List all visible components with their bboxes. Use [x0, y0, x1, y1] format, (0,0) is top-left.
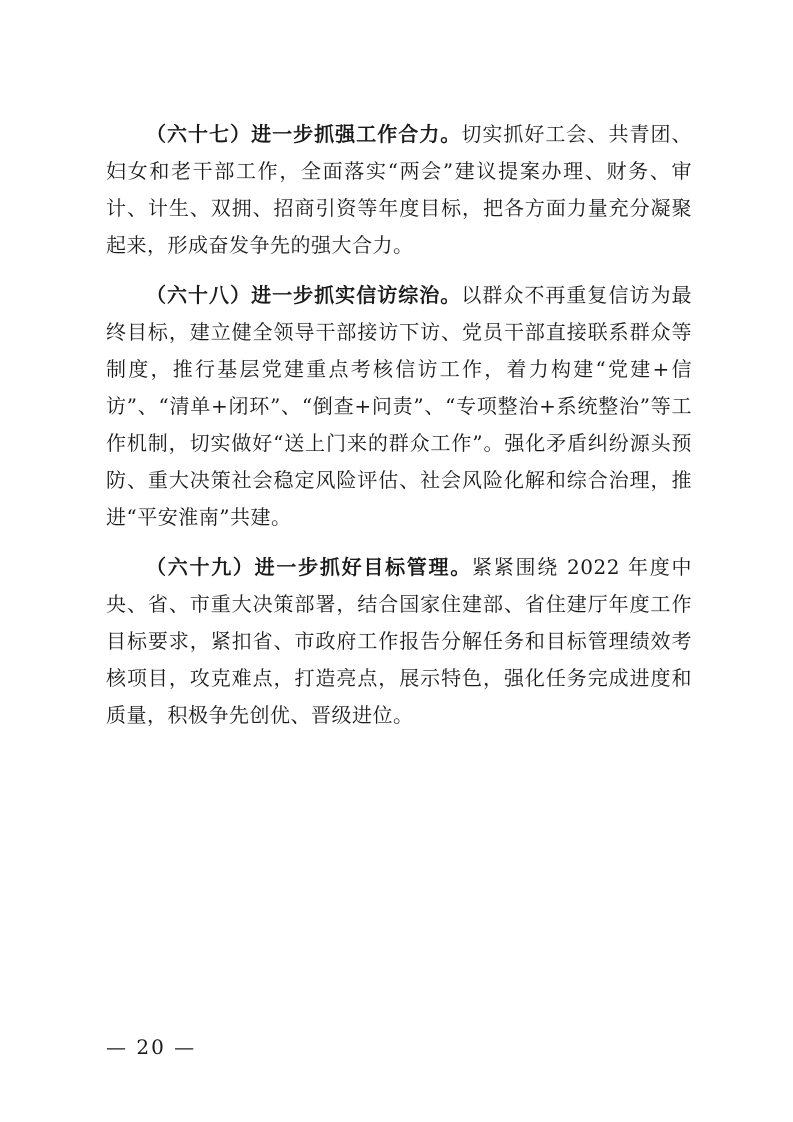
- paragraph-69-text: 紧紧围绕 2022 年度中央、省、市重大决策部署，结合国家住建部、省住建厅年度工作目标要求，紧扣省、市政府工作报告分解任务和目标管理绩效考核项目，攻克难点，打造亮点，展示特色，强化任务完成进度和质量，积极争先创优、晋级进位。: [106, 555, 692, 727]
- paragraph-69: [106, 549, 692, 734]
- paragraph-67: [106, 116, 692, 264]
- paragraph-68: [106, 277, 692, 536]
- paragraph-69-heading: （六十九）进一步抓好目标管理。: [146, 555, 473, 579]
- paragraph-68-heading: （六十八）进一步抓实信访综治。: [146, 283, 462, 307]
- paragraph-67-heading: （六十七）进一步抓强工作合力。: [146, 122, 462, 146]
- page-number: — 20 —: [106, 1035, 197, 1059]
- paragraph-68-text: 以群众不再重复信访为最终目标，建立健全领导干部接访下访、党员干部直接联系群众等制度，推行基层党建重点考核信访工作，着力构建“党建+信访”、“清单+闭环”、“倒查+问责”、“专项整治+系统整治”等工作机制，切实做好“送上门来的群众工作”。强化矛盾纠纷源头预防、重大决策社会稳定风险评估、社会风险化解和综合治理，推进“平安淮南”共建。: [106, 283, 693, 529]
- paragraph-67-text: 切实抓好工会、共青团、妇女和老干部工作，全面落实“两会”建议提案办理、财务、审计、计生、双拥、招商引资等年度目标，把各方面力量充分凝聚起来，形成奋发争先的强大合力。: [106, 122, 693, 257]
- document-body: [106, 116, 692, 747]
